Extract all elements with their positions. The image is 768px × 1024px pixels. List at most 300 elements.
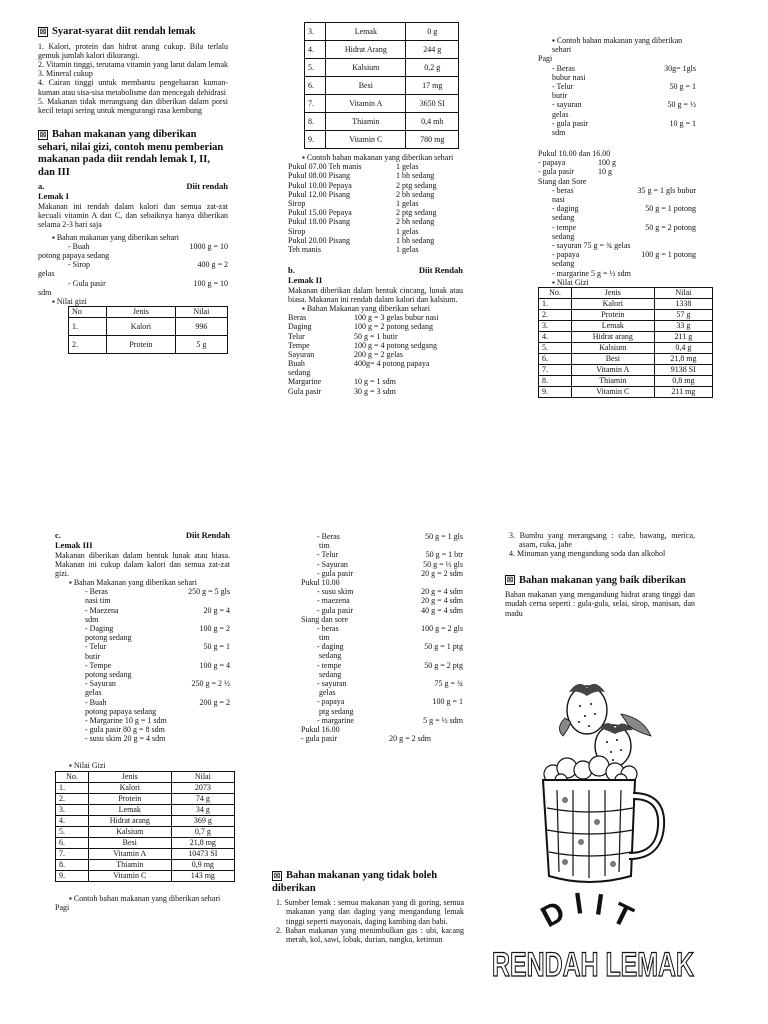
logo-letter: T (606, 896, 638, 935)
table-cell: 1338 (654, 298, 712, 309)
food-item: - Maezena 20 g = 4 sdm (55, 606, 230, 624)
table-cell: 74 g (171, 793, 234, 804)
food-amount: 1 gelas (396, 244, 419, 254)
table-row (305, 113, 459, 131)
tidak-title: Bahan makanan yang tidak boleh diberikan (272, 870, 438, 894)
tidak-heading (272, 870, 464, 895)
nilai-c-label-text: Nilai Gizi (73, 761, 106, 771)
food-amount: 10 g (598, 167, 612, 177)
table-cell: Kalsium (571, 342, 654, 353)
table-cell: 1. (56, 782, 89, 793)
table-header: Jenis (571, 287, 654, 298)
menu3-siang: Siang dan sore (301, 614, 349, 624)
food-name: - gula pasir (538, 167, 574, 177)
food-cont: tim (319, 633, 330, 643)
table-cell: Hidrat arang (88, 815, 171, 826)
menu2-pukul10: Pukul 10.00 dan 16.00 (538, 149, 611, 159)
table-header: Nilai (171, 771, 234, 782)
table-cell: 3. (305, 23, 326, 41)
food-cont: potong papaya sedang (85, 706, 157, 716)
table-cell: 5. (305, 59, 326, 77)
table-cell: Besi (571, 353, 654, 364)
menu3-pukul16: Pukul 16.00 (301, 724, 340, 734)
table-cell: 33 g (654, 320, 712, 331)
table-header: Nilai (175, 307, 227, 318)
table-cell: 34 g (171, 804, 234, 815)
food-cont: potong papaya sedang (38, 250, 110, 260)
food-name: Sirop (288, 226, 306, 236)
food-amount: 200 g = 2 (199, 697, 230, 707)
table-header-row (539, 287, 713, 298)
table-row (56, 826, 235, 837)
table-cell: 21,8 mg (654, 353, 712, 364)
food-cont: bubur nasi (552, 72, 586, 82)
food-amount: 50 g = 1 butir (354, 331, 398, 341)
checkbox-icon: ☒ (273, 871, 281, 880)
food-cont: nasi tim (85, 596, 111, 606)
food-name: Telur (556, 81, 574, 91)
table-row (539, 386, 713, 397)
section-b-desc: Makanan diberikan dalam bentuk cincang, lunak atau biasa. Makanan ini rendah dalam kalori dan kalsium. (288, 285, 463, 304)
food-name: tempe (321, 660, 342, 670)
food-item (288, 162, 463, 171)
food-name: Daging (89, 624, 114, 634)
table-cell: Hidrat Arang (326, 41, 406, 59)
food-amount: 30g= 1gls (664, 63, 696, 73)
leaf-icon (559, 718, 571, 736)
food-item: - Daging 100 g = 2 potong sedang (55, 624, 230, 642)
table-row (305, 131, 459, 149)
baik-desc: Bahan makanan yang mengandung hidrat arang tinggi dan mudah cerna seperti : gula-gula, selai, sirop, manisan, dan madu (505, 590, 695, 618)
beer-mug-icon (543, 780, 661, 882)
food-name: Beras (556, 63, 575, 73)
food-cont: sedang (319, 669, 342, 679)
table-cell: 4. (539, 331, 572, 342)
food-name: Telur (321, 550, 339, 560)
food-amount: 50 g = 1 potong (645, 204, 696, 214)
food-amount: 20 g = 4 (203, 605, 230, 615)
menu3-pukul10: Pukul 10.00 (301, 577, 340, 587)
table-cell: 244 g (406, 41, 459, 59)
food-name: Gula pasir (72, 278, 106, 288)
section-c-desc: Makanan diberikan dalam bentuk lunak atau biasa. Makanan ini cukup dalam kalori dan semua zat-zat gizi. (55, 550, 230, 578)
food-item (288, 387, 463, 396)
food-cont: butir (85, 651, 101, 661)
food-name: sedang (288, 368, 311, 378)
food-cont: nasi (552, 195, 565, 204)
food-name: Pukul 15.00 Pepaya (288, 208, 352, 218)
section-a-subtitle: Lemak I (38, 191, 69, 202)
column-2-top (288, 22, 463, 396)
food-amount: 50 g = 1 (203, 642, 230, 652)
syarat-heading (38, 26, 228, 39)
table-header: Jenis (107, 307, 175, 318)
bahan-c-label: ▪ Bahan Makanan yang diberikan sehari (69, 578, 197, 588)
menu3-siang-items (301, 624, 463, 725)
food-name: daging (321, 642, 344, 652)
contoh-c-label: ▪ Contoh bahan makanan yang diberikan sehari (69, 893, 221, 903)
table-cell: 10473 SI (171, 848, 234, 859)
table-row (56, 793, 235, 804)
food-name: Pukul 18.00 Pisang (288, 217, 351, 227)
bahan-title: Bahan makanan yang diberikan sehari, nilai gizi, contoh menu pemberian makanan pada diit rendah lemak I, II, dan III (38, 129, 224, 178)
food-amount: 10 g = 1 (669, 118, 696, 128)
food-item: - daging 50 g = 1 potong sedang (538, 204, 696, 222)
table-cell: 9138 SI (654, 364, 712, 375)
food-name: sayuran (556, 100, 582, 110)
food-name: Buah (288, 359, 305, 369)
food-amount: 100 g = 10 (193, 278, 228, 288)
table-cell: Kalsium (326, 59, 406, 77)
table-cell: 0,4 g (654, 342, 712, 353)
bahan-a-items (38, 242, 228, 297)
food-name: Telur (89, 642, 107, 652)
table-cell: 17 mg (406, 77, 459, 95)
table-cell: Vitamin A (571, 364, 654, 375)
food-amount: 40 g = 4 sdm (421, 605, 463, 615)
nilai-menu2-label-text: Nilai Gizi (556, 277, 589, 287)
logo-letter: I (572, 887, 586, 921)
food-item: - papaya 100 g = 1 potong sedang (538, 250, 696, 268)
table-row (56, 848, 235, 859)
table-row (539, 309, 713, 320)
food-item: - Buah 1000 g = 10 potong papaya sedang (38, 241, 228, 260)
food-amount: 75 g = ¾ (434, 679, 463, 688)
table-cell: 1. (69, 318, 107, 336)
food-amount: 400 g = 2 (197, 260, 228, 270)
table-cell: 5 g (175, 336, 227, 354)
food-name: Pukul 08.00 Pisang (288, 171, 351, 181)
syarat-item: 3. Mineral cukup (38, 69, 93, 79)
food-item: - beras 100 g = 2 gls tim (301, 624, 463, 642)
table-cell: 9. (539, 386, 572, 397)
column-3-bottom (505, 531, 695, 618)
food-item: - Tempe 100 g = 4 potong sedang (55, 661, 230, 679)
food-cont: sdm (38, 287, 52, 297)
contoh-c-label-text: Contoh bahan makanan yang diberikan sehari (73, 893, 221, 903)
table-cell: Lemak (571, 320, 654, 331)
logo-letter: D (535, 894, 571, 935)
strawberry-mug-illustration (525, 678, 675, 893)
food-item: - Beras 250 g = 5 gls nasi tim (55, 587, 230, 605)
food-amount: 200 g = 2 gelas (354, 349, 403, 359)
food-amount: 50 g = 1 (669, 81, 696, 91)
contoh-c-pagi: Pagi (55, 902, 70, 912)
food-item: - sayuran 75 g = ¾ gelas (301, 679, 463, 697)
table-cell: 0,4 mb (406, 113, 459, 131)
food-amount: 50 g = 2 ptg (424, 660, 463, 670)
food-item: - gula pasir 10 g = 1 sdm (538, 119, 696, 137)
food-name: - papaya (538, 158, 566, 168)
nilai-c-label: ▪ Nilai Gizi (69, 761, 106, 771)
food-name: Maezena (89, 605, 119, 615)
table-cell: 4. (56, 815, 89, 826)
food-amount: 50 g = 1 ptg (424, 642, 463, 652)
table-cell: 9. (305, 131, 326, 149)
food-amount: 100 g = 1 (432, 697, 463, 707)
tidak-item: 4. Minuman yang mengandung soda dan alkohol (509, 549, 666, 559)
food-cont: potong sedang (85, 633, 132, 643)
food-item (288, 245, 463, 254)
table-row (539, 320, 713, 331)
food-name: Sayuran (89, 679, 116, 689)
table-row (539, 331, 713, 342)
food-item: - maezena 20 g = 4 sdm (317, 596, 463, 606)
bahan-c-items (55, 587, 230, 716)
table-cell: 6. (56, 837, 89, 848)
column-2-bottom (301, 532, 463, 743)
bahan-c-label-text: Bahan Makanan yang diberikan sehari (73, 578, 197, 588)
bahan-a-label-text: Bahan makanan yang diberikan sehari (56, 232, 180, 242)
table-header-row (56, 771, 235, 782)
food-name: Tempe (89, 660, 112, 670)
menu2-siang-items (538, 186, 696, 278)
food-item: - Telur 50 g = 1 butir (55, 642, 230, 660)
table-cell: 3. (539, 320, 572, 331)
table-header: No. (539, 287, 572, 298)
food-name: susu skim (321, 587, 354, 597)
food-amount: 100 g = 4 potong sedgang (354, 340, 437, 350)
table-header: No. (56, 771, 89, 782)
table-cell: Vitamin C (88, 870, 171, 881)
food-amount: 10 g = 1 sdm (354, 377, 396, 387)
food-cont: sedang (552, 213, 575, 223)
table-row (305, 77, 459, 95)
food-amount: 100 g = 4 (199, 660, 230, 670)
tidak-item: 1. Sumber lemak : semua makanan yang di goring, semua makanan yang dan daging yang mengandung lemak tinggi seperti mayonais, daging kambing dan babi. (276, 898, 464, 926)
syarat-item: 5. Makanan tidak merangsang dan diberikan dalam porsi kecil tetapi sering untuk mengurangi rasa kembung (38, 96, 228, 115)
food-amount: 20 g = 4 sdm (421, 587, 463, 597)
table-cell: 2. (56, 793, 89, 804)
table-cell: Vitamin C (326, 131, 406, 149)
table-cell: 4. (305, 41, 326, 59)
table-cell: 0,8 mg (654, 375, 712, 386)
table-cell: Protein (107, 336, 175, 354)
menu2-pukul10-items (538, 158, 696, 176)
food-name: sayuran 75 g = ¾ gelas (556, 240, 631, 250)
bahan-a-label: ▪ Bahan makanan yang diberikan sehari (52, 232, 180, 242)
food-name: Sayuran (288, 349, 315, 359)
syarat-item: 2. Vitamin tinggi, terutama vitamin yang larut dalam lemak (38, 59, 228, 69)
food-item (288, 341, 463, 350)
table-row (56, 870, 235, 881)
table-cell: 1. (539, 298, 572, 309)
food-item: - papaya 100 g = 1 ptg sedang (301, 697, 463, 715)
table-cell: 3650 SI (406, 95, 459, 113)
table-cell: Kalsium (88, 826, 171, 837)
menu2-label: ▪ Contoh bahan makanan yang diberikan sehari (552, 36, 683, 55)
table-cell: 2. (539, 309, 572, 320)
food-amount: 100 g = 1 potong (641, 250, 696, 260)
food-item: - daging 50 g = 1 ptg sedang (301, 642, 463, 660)
food-cont: gelas (38, 269, 55, 279)
table-cell: 6. (539, 353, 572, 364)
food-item: - Beras 30g= 1gls bubur nasi (538, 64, 696, 82)
table-row (56, 859, 235, 870)
food-amount: 1 gelas (396, 198, 419, 208)
table-cell: Lemak (326, 23, 406, 41)
food-name: maezena (321, 596, 350, 606)
food-amount: 2 ptg sedang (396, 180, 437, 190)
table-cell: Vitamin A (88, 848, 171, 859)
food-item: - Gula pasir 100 g = 10 sdm (38, 278, 228, 297)
section-a-desc: Makanan ini rendah dalam kalori dan semua zat-zat kecuali vitamin A dan C, dan sebaiknya hanya diberikan selama 2-3 hari saja (38, 202, 228, 230)
food-amount: 50 g = 1 gls (425, 532, 463, 541)
food-cont: tim (319, 541, 330, 551)
menu2-pagi: Pagi (538, 54, 553, 64)
food-amount: 250 g = 5 gls (188, 587, 230, 597)
food-cont: gelas (552, 109, 569, 119)
food-item: - Buah 200 g = 2 potong papaya sedang (55, 698, 230, 716)
food-item: - gula pasir 80 g = 8 sdm (85, 725, 165, 735)
table-cell: 780 mg (406, 131, 459, 149)
nilai-menu2-table (538, 287, 713, 398)
nilai-a-label-text: Nilai gizi (56, 296, 87, 306)
food-item: - susu skim 20 g = 4 sdm (317, 587, 463, 597)
menu2-siang: Siang dan Sore (538, 176, 587, 186)
checkbox-icon: ☒ (506, 576, 514, 585)
table-cell: 369 g (171, 815, 234, 826)
food-amount: 100 g (598, 158, 616, 168)
food-name: Daging (288, 322, 312, 332)
table-header: Nilai (654, 287, 712, 298)
column-3-top (538, 36, 696, 398)
food-name: Tempe (288, 340, 310, 350)
food-name: Gula pasir (288, 386, 322, 396)
bahan-b-items (288, 313, 463, 396)
table-row (539, 375, 713, 386)
food-item (288, 368, 463, 377)
section-b-title-text: Diit Rendah (418, 265, 463, 276)
food-name: Margarine (288, 377, 322, 387)
food-cont: sdm (552, 127, 566, 137)
food-amount: 100 g = 2 gls (421, 623, 463, 633)
table-cell: 21,8 mg (171, 837, 234, 848)
food-amount: 1 bh sedang (396, 235, 435, 245)
food-item: - margarine 5 g = ½ sdm (552, 268, 631, 278)
table-cell: 5. (56, 826, 89, 837)
food-item: - Beras 50 g = 1 gls tim (301, 532, 463, 550)
food-amount: 1 gelas (396, 226, 419, 236)
baik-heading (505, 575, 695, 588)
table-cell: 143 mg (171, 870, 234, 881)
table-cell: 0,2 g (406, 59, 459, 77)
table-cell: 7. (56, 848, 89, 859)
table-cell: Vitamin A (326, 95, 406, 113)
food-amount: 250 g = 2 ½ (191, 679, 230, 689)
table-cell: 8. (56, 859, 89, 870)
food-cont: sdm (85, 614, 99, 624)
table-row (69, 318, 228, 336)
nilai-a-table (68, 306, 228, 354)
nilai-a-label: ▪ Nilai gizi (52, 296, 87, 306)
food-name: - gula pasir (301, 734, 337, 744)
table-cell: 6. (305, 77, 326, 95)
section-c-title-text: Diit Rendah (185, 530, 230, 540)
food-item: - sayuran 75 g = ¾ gelas (552, 240, 631, 250)
food-name: gula pasir (556, 118, 588, 128)
table-cell: Kalori (88, 782, 171, 793)
table-cell: 211 mg (654, 386, 712, 397)
food-item (288, 359, 463, 368)
table-cell: Kalori (107, 318, 175, 336)
table-row (56, 782, 235, 793)
food-amount: 100 g = 2 (199, 624, 230, 634)
table-row (305, 59, 459, 77)
food-cont: gelas (319, 688, 336, 698)
food-item: - sayuran 50 g = ½ gelas (538, 100, 696, 118)
food-name: Pukul 12.00 Pisang (288, 189, 351, 199)
food-amount: 35 g = 1 gls bubur (637, 185, 696, 195)
checkbox-icon: ☒ (39, 27, 47, 36)
section-c-label: c. (55, 530, 61, 540)
table-cell: Lemak (88, 804, 171, 815)
section-b-subtitle: Lemak II (288, 274, 323, 285)
table-cell: 5. (539, 342, 572, 353)
menu1-label-text: Contoh bahan makanan yang diberikan sehari (306, 153, 454, 162)
syarat-item: 4. Cairan tinggi untuk membantu pengeluaran kuman-kuman atau sisa-sisa metabolisme dan mencegah dehidrasi (38, 78, 228, 97)
table-header: No (69, 307, 107, 318)
diit-rendah-lemak-logo (488, 887, 698, 984)
table-cell: Kalori (571, 298, 654, 309)
food-item (288, 199, 463, 208)
food-name: Beras (321, 532, 340, 541)
table-cell: 8. (539, 375, 572, 386)
table-cell: Thiamin (88, 859, 171, 870)
food-item (288, 332, 463, 341)
food-amount: 20 g = 2 sdm (389, 734, 431, 744)
food-amount: 100 g = 3 gelas bubur nasi (354, 313, 439, 323)
table-header-row (69, 307, 228, 318)
table-cell: Protein (571, 309, 654, 320)
checkbox-icon: ☒ (39, 130, 47, 139)
table-cell: Besi (326, 77, 406, 95)
table-row (539, 353, 713, 364)
food-item: - Telur 50 g = 1 butir (538, 82, 696, 100)
table-row (305, 23, 459, 41)
tidak-item: 2. Bahan makanan yang menimbulkan gas : ubi, kacang merah, kol, sawi, lobak, durian, nangka, ketimun (276, 925, 464, 944)
table-cell: Thiamin (326, 113, 406, 131)
table-cell: Besi (88, 837, 171, 848)
table-row (305, 41, 459, 59)
food-amount: 30 g = 3 sdm (354, 386, 396, 396)
table-row (69, 336, 228, 354)
table-cell: 2073 (171, 782, 234, 793)
food-item (538, 158, 696, 167)
food-item: - gula pasir 20 g = 2 sdm (317, 568, 463, 578)
food-name: gula pasir (321, 605, 353, 615)
bahan-b-label-text: Bahan Makanan yang diberikan sehari (306, 303, 430, 313)
food-name: Telur (288, 331, 305, 341)
tidak-item: 3. Bumbu yang merangsang : cabe, bawang, merica, asam, cuka, jahe (509, 531, 695, 550)
food-name: Sirop (288, 198, 306, 208)
food-amount: 20 g = 4 sdm (421, 596, 463, 606)
menu2-pagi-items (538, 64, 696, 138)
column-1-top (38, 26, 228, 354)
food-name: beras (556, 185, 574, 195)
table-cell: 9. (56, 870, 89, 881)
nilai-a-table-cont (304, 22, 459, 149)
logo-letter: I (593, 888, 606, 923)
food-amount: 50 g = ½ (667, 100, 696, 110)
food-item (288, 190, 463, 199)
food-amount: 50 g = 2 potong (645, 222, 696, 232)
food-name: Sirop (72, 260, 91, 270)
food-item: - Sirop 400 g = 2 gelas (38, 260, 228, 279)
table-cell: 0 g (406, 23, 459, 41)
food-cont: butir (552, 91, 568, 101)
food-cont: potong sedang (85, 669, 132, 679)
